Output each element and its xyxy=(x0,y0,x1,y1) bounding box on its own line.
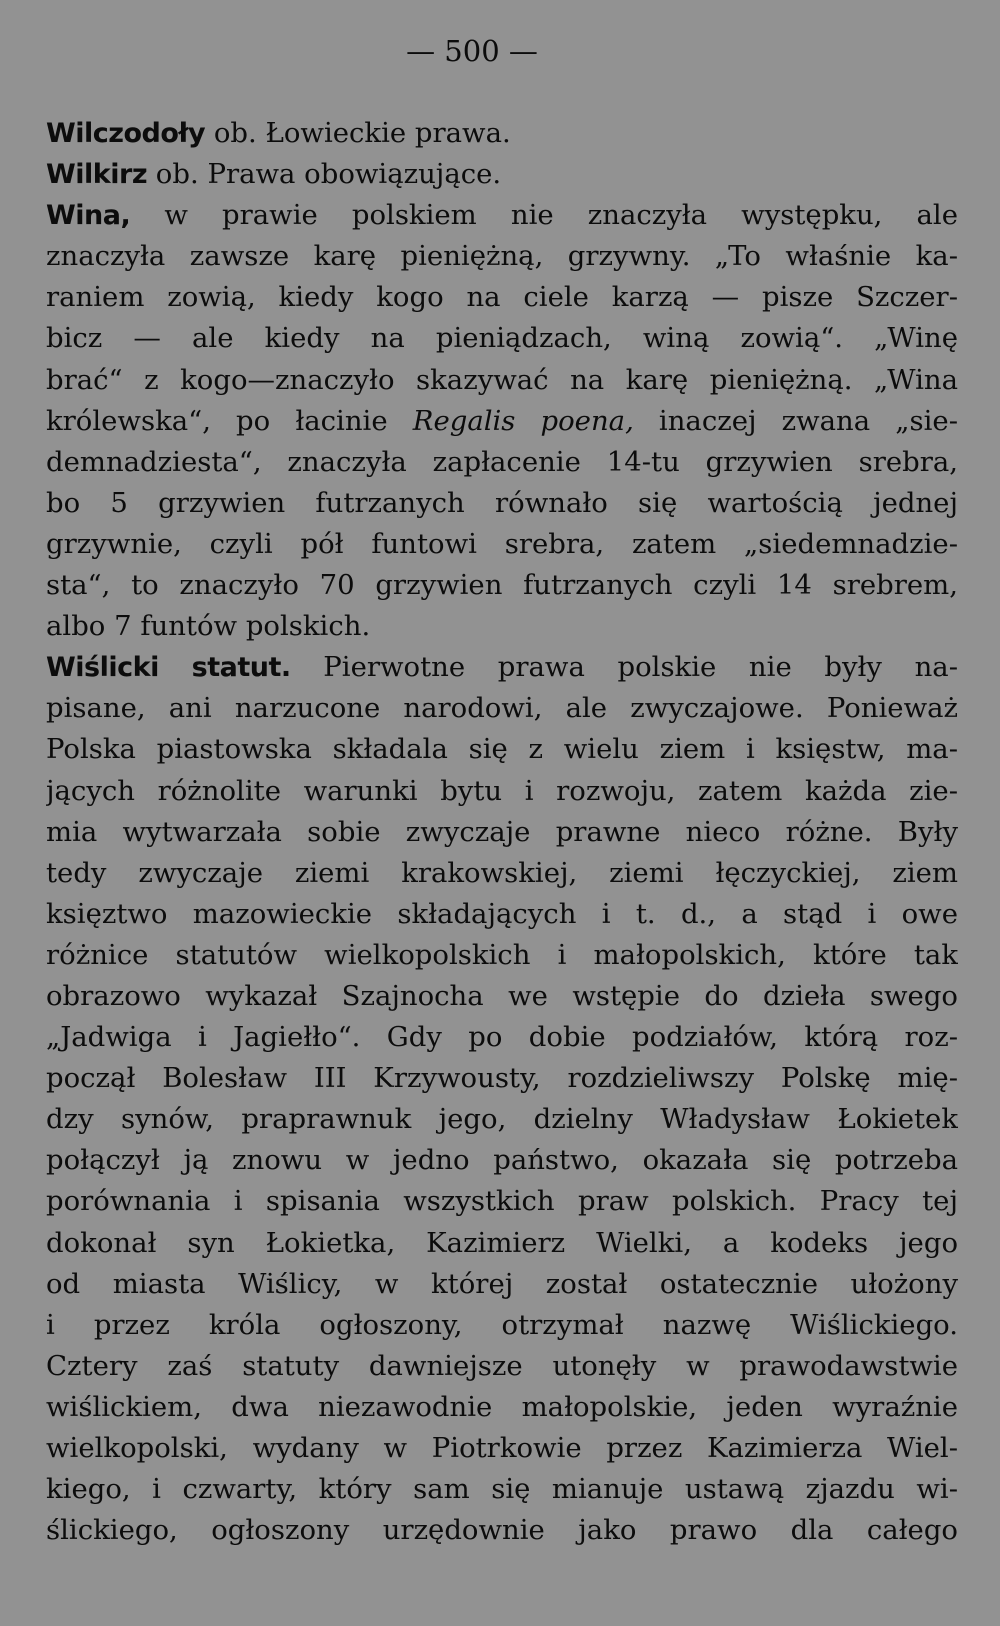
text-line: pisane, ani narzucone narodowi, ale zwyczajowe. Ponieważ xyxy=(46,692,958,725)
text-line: od miasta Wiślicy, w której został ostatecznie ułożony xyxy=(46,1267,958,1300)
text-line: dokonał syn Łokietka, Kazimierz Wielki, a kodeks jego xyxy=(46,1226,958,1259)
entry-text: ob. Prawa obowiązujące. xyxy=(155,158,502,191)
text-line: bo 5 grzywien futrzanych równało się wartością jednej xyxy=(46,486,958,519)
text-line: „Jadwiga i Jagiełło“. Gdy po dobie podziałów, którą roz- xyxy=(46,1021,958,1054)
text-line: grzywnie, czyli pół funtowi srebra, zatem „siedemnadzie- xyxy=(46,527,958,560)
entry-headword: Wilczodoły xyxy=(46,118,206,149)
entry-text: ob. Łowieckie prawa. xyxy=(213,117,511,149)
entry-headword: Wiślicki statut. xyxy=(46,652,291,684)
entry-headword: Wilkirz xyxy=(46,159,148,191)
entry-headword: Wina, xyxy=(46,200,131,232)
text-line: jących różnolite warunki bytu i rozwoju, zatem każda zie- xyxy=(46,774,958,807)
entry-wislicki-line xyxy=(46,647,958,688)
text-run: królewska“, po łacinie xyxy=(46,404,388,437)
text-line: demnadziesta“, znaczyła zapłacenie 14-tu grzywien srebra, xyxy=(46,445,958,478)
text-line: i przez króla ogłoszony, otrzymał nazwę Wiślickiego. xyxy=(46,1308,958,1341)
page-number: — 500 — xyxy=(406,34,538,68)
text-line: kiego, i czwarty, który sam się mianuje ustawą zjazdu wi- xyxy=(46,1473,958,1506)
text-line: Polska piastowska składala się z wielu ziem i księstw, ma- xyxy=(46,733,958,766)
text-column xyxy=(46,113,958,1551)
text-run: inaczej zwana „sie- xyxy=(658,404,958,437)
text-line: mia wytwarzała sobie zwyczaje prawne nieco różne. Były xyxy=(46,815,958,848)
text-line: wiślickiem, dwa niezawodnie małopolskie, jeden wyraźnie xyxy=(46,1390,958,1423)
entry-wilkirz xyxy=(46,154,958,195)
text-line: połączył ją znowu w jedno państwo, okazała się potrzeba xyxy=(46,1144,958,1177)
text-line: porównania i spisania wszystkich praw polskich. Pracy tej xyxy=(46,1185,958,1218)
text-run: w prawie polskiem nie znaczyła występku, ale xyxy=(164,199,958,232)
text-line: albo 7 funtów polskich. xyxy=(46,610,371,643)
text-line: Cztery zaś statuty dawniejsze utonęły w prawodawstwie xyxy=(46,1349,958,1382)
text-line: bicz — ale kiedy na pieniądzach, winą zowią“. „Winę xyxy=(46,322,958,355)
entry-wina-line xyxy=(46,195,958,236)
text-run: Pierwotne prawa polskie nie były na- xyxy=(323,651,958,684)
text-line: raniem zowią, kiedy kogo na ciele karzą — pisze Szczer- xyxy=(46,281,958,314)
text-line: ślickiego, ogłoszony urzędownie jako prawo dla całego xyxy=(46,1514,958,1547)
text-line: dzy synów, praprawnuk jego, dzielny Władysław Łokietek xyxy=(46,1103,958,1136)
latin-term: Regalis poena, xyxy=(412,404,634,437)
text-line: brać“ z kogo—znaczyło skazywać na karę pieniężną. „Wina xyxy=(46,363,958,396)
text-line: różnice statutów wielkopolskich i małopolskich, które tak xyxy=(46,938,958,971)
text-line: wielkopolski, wydany w Piotrkowie przez Kazimierza Wiel- xyxy=(46,1432,958,1464)
text-line: znaczyła zawsze karę pieniężną, grzywny. „To właśnie ka- xyxy=(46,240,958,273)
text-line: obrazowo wykazał Szajnocha we wstępie do dzieła swego xyxy=(46,979,958,1012)
text-line: tedy zwyczaje ziemi krakowskiej, ziemi łęczyckiej, ziem xyxy=(46,856,958,889)
text-line: księztwo mazowieckie składających i t. d., a stąd i owe xyxy=(46,897,958,930)
text-line: sta“, to znaczyło 70 grzywien futrzanych czyli 14 srebrem, xyxy=(46,569,958,602)
text-line-with-italic xyxy=(46,401,958,442)
entry-wilczodoly xyxy=(46,113,958,154)
text-line: począł Bolesław III Krzywousty, rozdzieliwszy Polskę mię- xyxy=(46,1062,958,1095)
